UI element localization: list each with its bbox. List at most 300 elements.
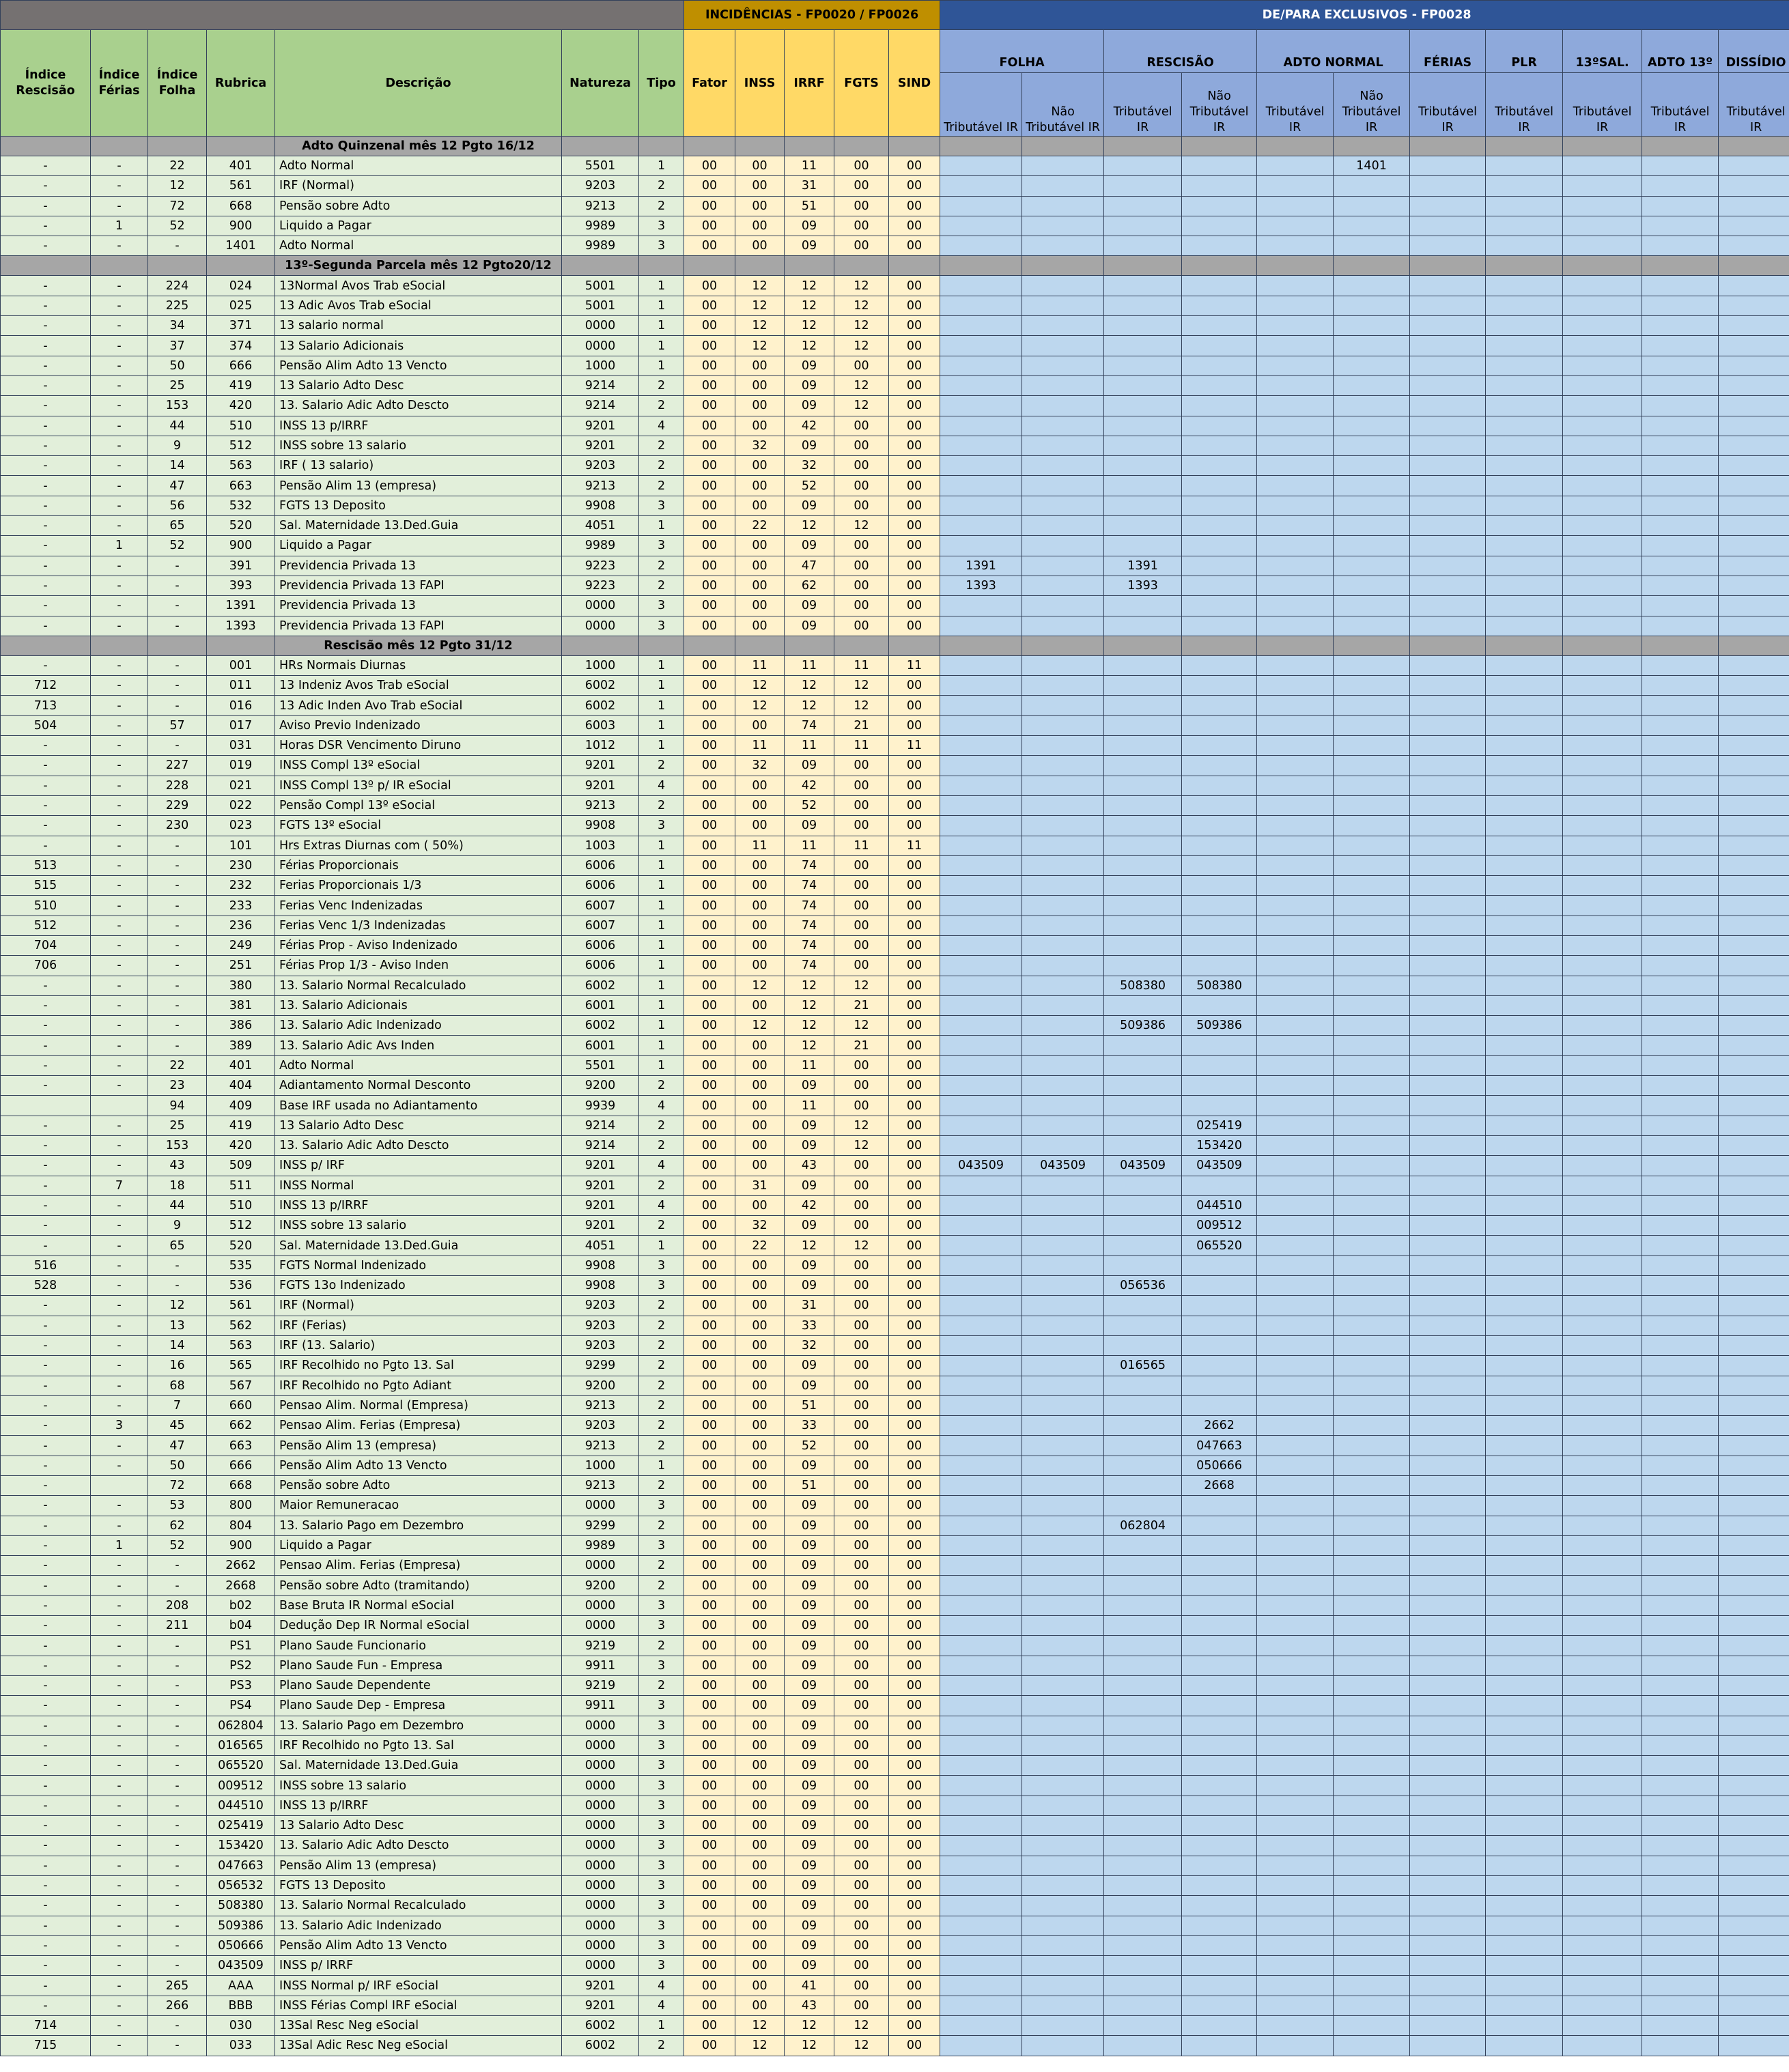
cell-plr-trib[interactable] (1486, 1316, 1563, 1335)
cell-dissidio-trib[interactable] (1719, 1296, 1789, 1316)
cell-adto-13-trib[interactable] (1642, 516, 1719, 536)
cell-rescisao-trib[interactable] (1104, 1335, 1182, 1355)
cell-sind[interactable]: 00 (889, 715, 940, 735)
cell-plr-trib[interactable] (1486, 296, 1563, 315)
cell-ferias-trib[interactable] (1410, 1016, 1486, 1036)
cell-folha-trib[interactable] (940, 1595, 1022, 1615)
cell-descricao[interactable]: Plano Saude Dep - Empresa (275, 1696, 562, 1716)
cell-adto-normal-nao-trib[interactable] (1334, 1816, 1410, 1836)
cell-rubrica[interactable]: PS4 (207, 1696, 275, 1716)
cell-adto-normal-trib[interactable] (1257, 396, 1334, 416)
cell-rescisao-nao-trib[interactable] (1182, 1395, 1257, 1415)
cell-adto-13-trib[interactable] (1642, 676, 1719, 696)
cell-fgts[interactable]: 00 (834, 216, 889, 236)
cell-irrf[interactable]: 74 (785, 956, 834, 976)
cell-dissidio-trib[interactable] (1719, 1756, 1789, 1776)
cell-indice-folha[interactable]: - (148, 1255, 207, 1275)
cell-indice-folha[interactable]: - (148, 1636, 207, 1656)
cell-adto-normal-trib[interactable] (1257, 1296, 1334, 1316)
cell-dissidio-trib[interactable] (1719, 896, 1789, 916)
cell-indice-ferias[interactable]: - (91, 1696, 148, 1716)
cell-fator[interactable]: 00 (684, 1996, 735, 2015)
cell-rescisao-nao-trib[interactable] (1182, 1096, 1257, 1116)
cell-natureza[interactable]: 9299 (562, 1516, 639, 1535)
cell-inss[interactable]: 00 (735, 456, 785, 476)
cell-indice-rescisao[interactable]: - (1, 576, 91, 595)
cell-plr-trib[interactable] (1486, 276, 1563, 296)
cell-descricao[interactable]: Adto Normal (275, 156, 562, 176)
cell-adto-13-trib[interactable] (1642, 1956, 1719, 1976)
cell-inss[interactable]: 00 (735, 1696, 785, 1716)
cell-descricao[interactable]: 13. Salario Pago em Dezembro (275, 1516, 562, 1535)
cell-indice-ferias[interactable]: - (91, 576, 148, 595)
cell-folha-nao-trib[interactable] (1022, 1516, 1104, 1535)
cell-indice-folha[interactable]: 224 (148, 276, 207, 296)
cell-adto-normal-trib[interactable] (1257, 1756, 1334, 1776)
cell-adto-normal-trib[interactable] (1257, 536, 1334, 556)
cell-indice-ferias[interactable]: - (91, 836, 148, 855)
cell-tipo[interactable]: 2 (639, 576, 684, 595)
cell-indice-folha[interactable]: 12 (148, 1296, 207, 1316)
cell-sind[interactable]: 00 (889, 456, 940, 476)
cell-ferias-trib[interactable] (1410, 1436, 1486, 1456)
cell-indice-rescisao[interactable]: - (1, 1616, 91, 1636)
cell-rubrica[interactable]: 800 (207, 1496, 275, 1516)
cell-rescisao-nao-trib[interactable] (1182, 1875, 1257, 1895)
cell-fator[interactable]: 00 (684, 1436, 735, 1456)
cell-dissidio-trib[interactable] (1719, 1616, 1789, 1636)
cell-rubrica[interactable]: 011 (207, 676, 275, 696)
cell-13sal-trib[interactable] (1563, 1016, 1642, 1036)
cell-natureza[interactable]: 0000 (562, 1836, 639, 1856)
cell-descricao[interactable]: 13. Salario Adic Indenizado (275, 1016, 562, 1036)
cell-dissidio-trib[interactable] (1719, 1836, 1789, 1856)
cell-fgts[interactable]: 12 (834, 296, 889, 315)
cell-natureza[interactable]: 9219 (562, 1636, 639, 1656)
cell-rescisao-trib[interactable] (1104, 416, 1182, 436)
cell-plr-trib[interactable] (1486, 795, 1563, 815)
cell-fgts[interactable]: 00 (834, 876, 889, 896)
cell-13sal-trib[interactable] (1563, 1116, 1642, 1135)
cell-dissidio-trib[interactable] (1719, 935, 1789, 955)
cell-fgts[interactable]: 00 (834, 1576, 889, 1595)
cell-ferias-trib[interactable] (1410, 1976, 1486, 1996)
cell-indice-ferias[interactable]: - (91, 375, 148, 395)
cell-indice-ferias[interactable]: - (91, 1595, 148, 1615)
cell-rescisao-nao-trib[interactable] (1182, 1496, 1257, 1516)
cell-tipo[interactable]: 2 (639, 476, 684, 496)
cell-folha-nao-trib[interactable] (1022, 396, 1104, 416)
cell-rubrica[interactable]: 419 (207, 1116, 275, 1135)
cell-tipo[interactable]: 1 (639, 356, 684, 375)
cell-fator[interactable]: 00 (684, 1236, 735, 1255)
cell-ferias-trib[interactable] (1410, 1135, 1486, 1155)
cell-fator[interactable]: 00 (684, 156, 735, 176)
cell-descricao[interactable]: Sal. Maternidade 13.Ded.Guia (275, 1756, 562, 1776)
cell-13sal-trib[interactable] (1563, 296, 1642, 315)
cell-indice-rescisao[interactable]: - (1, 476, 91, 496)
cell-natureza[interactable]: 6002 (562, 1016, 639, 1036)
cell-adto-13-trib[interactable] (1642, 1296, 1719, 1316)
cell-tipo[interactable]: 1 (639, 876, 684, 896)
cell-adto-normal-trib[interactable] (1257, 1716, 1334, 1735)
cell-natureza[interactable]: 9201 (562, 416, 639, 436)
cell-tipo[interactable]: 3 (639, 1956, 684, 1976)
cell-tipo[interactable]: 2 (639, 1376, 684, 1395)
cell-sind[interactable]: 00 (889, 1096, 940, 1116)
cell-natureza[interactable]: 9911 (562, 1656, 639, 1675)
cell-natureza[interactable]: 9214 (562, 396, 639, 416)
cell-fgts[interactable]: 00 (834, 476, 889, 496)
cell-fgts[interactable]: 00 (834, 1935, 889, 1955)
cell-tipo[interactable]: 3 (639, 1796, 684, 1815)
cell-rescisao-trib[interactable] (1104, 1796, 1182, 1815)
cell-natureza[interactable]: 9203 (562, 1335, 639, 1355)
cell-fgts[interactable]: 00 (834, 156, 889, 176)
cell-folha-trib[interactable] (940, 1036, 1022, 1055)
cell-rescisao-trib[interactable] (1104, 196, 1182, 216)
cell-indice-rescisao[interactable]: - (1, 1776, 91, 1796)
cell-rescisao-trib[interactable]: 043509 (1104, 1156, 1182, 1176)
cell-inss[interactable]: 00 (735, 896, 785, 916)
cell-adto-normal-trib[interactable] (1257, 1776, 1334, 1796)
cell-sind[interactable]: 00 (889, 1916, 940, 1935)
cell-sind[interactable]: 00 (889, 956, 940, 976)
cell-indice-ferias[interactable]: - (91, 596, 148, 616)
cell-irrf[interactable]: 32 (785, 456, 834, 476)
cell-rubrica[interactable]: 016565 (207, 1735, 275, 1755)
cell-sind[interactable]: 00 (889, 2036, 940, 2056)
cell-rescisao-nao-trib[interactable] (1182, 2036, 1257, 2056)
cell-inss[interactable]: 00 (735, 1576, 785, 1595)
cell-plr-trib[interactable] (1486, 216, 1563, 236)
cell-rescisao-nao-trib[interactable]: 047663 (1182, 1436, 1257, 1456)
cell-irrf[interactable]: 12 (785, 696, 834, 715)
cell-adto-13-trib[interactable] (1642, 1836, 1719, 1856)
cell-irrf[interactable]: 09 (785, 1595, 834, 1615)
cell-adto-normal-nao-trib[interactable] (1334, 1696, 1410, 1716)
cell-natureza[interactable]: 0000 (562, 1776, 639, 1796)
cell-fator[interactable]: 00 (684, 1135, 735, 1155)
cell-rescisao-trib[interactable]: 1393 (1104, 576, 1182, 595)
cell-indice-rescisao[interactable]: - (1, 276, 91, 296)
cell-dissidio-trib[interactable] (1719, 1576, 1789, 1595)
cell-adto-normal-nao-trib[interactable] (1334, 776, 1410, 795)
cell-folha-trib[interactable] (940, 156, 1022, 176)
cell-tipo[interactable]: 2 (639, 1436, 684, 1456)
cell-descricao[interactable]: 13 Adic Avos Trab eSocial (275, 296, 562, 315)
cell-13sal-trib[interactable] (1563, 736, 1642, 756)
cell-irrf[interactable]: 09 (785, 236, 834, 256)
cell-folha-nao-trib[interactable] (1022, 1675, 1104, 1695)
cell-indice-folha[interactable]: 25 (148, 375, 207, 395)
cell-plr-trib[interactable] (1486, 616, 1563, 636)
cell-indice-rescisao[interactable]: - (1, 1556, 91, 1576)
cell-indice-folha[interactable]: - (148, 1935, 207, 1955)
cell-rescisao-nao-trib[interactable] (1182, 1036, 1257, 1055)
cell-folha-trib[interactable] (940, 756, 1022, 776)
cell-ferias-trib[interactable] (1410, 1316, 1486, 1335)
cell-natureza[interactable]: 9201 (562, 1176, 639, 1195)
cell-rescisao-nao-trib[interactable] (1182, 655, 1257, 675)
cell-rubrica[interactable]: 900 (207, 1535, 275, 1555)
cell-inss[interactable]: 00 (735, 1055, 785, 1075)
cell-indice-ferias[interactable]: - (91, 1135, 148, 1155)
cell-indice-ferias[interactable]: - (91, 1116, 148, 1135)
cell-indice-rescisao[interactable]: - (1, 1756, 91, 1776)
cell-dissidio-trib[interactable] (1719, 276, 1789, 296)
cell-plr-trib[interactable] (1486, 1636, 1563, 1656)
cell-13sal-trib[interactable] (1563, 1836, 1642, 1856)
cell-plr-trib[interactable] (1486, 496, 1563, 515)
cell-sind[interactable]: 00 (889, 855, 940, 875)
cell-rescisao-nao-trib[interactable] (1182, 1556, 1257, 1576)
cell-folha-trib[interactable] (940, 1796, 1022, 1815)
cell-indice-folha[interactable]: 65 (148, 516, 207, 536)
cell-adto-normal-trib[interactable] (1257, 576, 1334, 595)
cell-indice-folha[interactable]: 94 (148, 1096, 207, 1116)
cell-folha-trib[interactable] (940, 1076, 1022, 1096)
cell-indice-folha[interactable]: 14 (148, 1335, 207, 1355)
cell-13sal-trib[interactable] (1563, 1816, 1642, 1836)
cell-indice-rescisao[interactable]: - (1, 596, 91, 616)
cell-plr-trib[interactable] (1486, 1376, 1563, 1395)
cell-rescisao-nao-trib[interactable] (1182, 1276, 1257, 1296)
cell-adto-normal-nao-trib[interactable] (1334, 1735, 1410, 1755)
cell-rescisao-trib[interactable] (1104, 956, 1182, 976)
cell-dissidio-trib[interactable] (1719, 1556, 1789, 1576)
cell-natureza[interactable]: 9989 (562, 1535, 639, 1555)
cell-descricao[interactable]: 13. Salario Adic Adto Descto (275, 1135, 562, 1155)
cell-indice-rescisao[interactable]: - (1, 216, 91, 236)
cell-irrf[interactable]: 12 (785, 516, 834, 536)
cell-plr-trib[interactable] (1486, 516, 1563, 536)
cell-13sal-trib[interactable] (1563, 1395, 1642, 1415)
cell-irrf[interactable]: 11 (785, 836, 834, 855)
cell-fator[interactable]: 00 (684, 795, 735, 815)
cell-adto-normal-trib[interactable] (1257, 956, 1334, 976)
cell-descricao[interactable]: 13. Salario Normal Recalculado (275, 976, 562, 995)
cell-rescisao-trib[interactable] (1104, 356, 1182, 375)
cell-adto-normal-nao-trib[interactable] (1334, 296, 1410, 315)
cell-folha-trib[interactable] (940, 396, 1022, 416)
cell-folha-nao-trib[interactable] (1022, 356, 1104, 375)
cell-irrf[interactable]: 09 (785, 1896, 834, 1916)
cell-rescisao-trib[interactable] (1104, 676, 1182, 696)
cell-indice-folha[interactable]: - (148, 1776, 207, 1796)
cell-irrf[interactable]: 47 (785, 556, 834, 576)
cell-plr-trib[interactable] (1486, 1436, 1563, 1456)
cell-rescisao-nao-trib[interactable] (1182, 1696, 1257, 1716)
cell-fator[interactable]: 00 (684, 1656, 735, 1675)
cell-descricao[interactable]: 13. Salario Adic Adto Descto (275, 396, 562, 416)
cell-irrf[interactable]: 12 (785, 2016, 834, 2036)
cell-indice-rescisao[interactable]: - (1, 1976, 91, 1996)
cell-folha-trib[interactable] (940, 976, 1022, 995)
cell-inss[interactable]: 00 (735, 476, 785, 496)
cell-ferias-trib[interactable] (1410, 1276, 1486, 1296)
cell-adto-13-trib[interactable] (1642, 655, 1719, 675)
cell-tipo[interactable]: 4 (639, 416, 684, 436)
cell-indice-rescisao[interactable]: - (1, 1076, 91, 1096)
cell-adto-normal-nao-trib[interactable] (1334, 1756, 1410, 1776)
cell-tipo[interactable]: 3 (639, 1496, 684, 1516)
cell-rubrica[interactable]: 043509 (207, 1956, 275, 1976)
cell-rescisao-nao-trib[interactable] (1182, 416, 1257, 436)
cell-adto-normal-trib[interactable] (1257, 2016, 1334, 2036)
cell-irrf[interactable]: 09 (785, 596, 834, 616)
cell-rescisao-nao-trib[interactable] (1182, 1316, 1257, 1335)
cell-13sal-trib[interactable] (1563, 276, 1642, 296)
cell-plr-trib[interactable] (1486, 236, 1563, 256)
cell-fator[interactable]: 00 (684, 736, 735, 756)
cell-fator[interactable]: 00 (684, 1476, 735, 1496)
cell-indice-rescisao[interactable]: - (1, 196, 91, 216)
cell-adto-13-trib[interactable] (1642, 1335, 1719, 1355)
cell-fgts[interactable]: 12 (834, 676, 889, 696)
cell-indice-folha[interactable]: - (148, 1576, 207, 1595)
cell-dissidio-trib[interactable] (1719, 1656, 1789, 1675)
cell-indice-ferias[interactable]: - (91, 1076, 148, 1096)
cell-indice-rescisao[interactable]: - (1, 436, 91, 455)
cell-irrf[interactable]: 09 (785, 1356, 834, 1376)
cell-folha-nao-trib[interactable] (1022, 1535, 1104, 1555)
cell-adto-normal-nao-trib[interactable] (1334, 1496, 1410, 1516)
cell-plr-trib[interactable] (1486, 436, 1563, 455)
cell-indice-folha[interactable]: 14 (148, 456, 207, 476)
cell-13sal-trib[interactable] (1563, 2036, 1642, 2056)
cell-sind[interactable]: 00 (889, 1756, 940, 1776)
cell-inss[interactable]: 00 (735, 196, 785, 216)
cell-indice-ferias[interactable]: - (91, 976, 148, 995)
cell-13sal-trib[interactable] (1563, 596, 1642, 616)
cell-folha-nao-trib[interactable] (1022, 1696, 1104, 1716)
cell-adto-13-trib[interactable] (1642, 276, 1719, 296)
cell-fator[interactable]: 00 (684, 396, 735, 416)
cell-13sal-trib[interactable] (1563, 536, 1642, 556)
cell-natureza[interactable]: 6002 (562, 676, 639, 696)
cell-indice-ferias[interactable]: - (91, 795, 148, 815)
cell-irrf[interactable]: 09 (785, 1735, 834, 1755)
cell-indice-folha[interactable]: 53 (148, 1496, 207, 1516)
cell-rescisao-trib[interactable] (1104, 496, 1182, 515)
cell-rubrica[interactable]: 563 (207, 456, 275, 476)
cell-indice-folha[interactable]: 57 (148, 715, 207, 735)
cell-plr-trib[interactable] (1486, 855, 1563, 875)
cell-natureza[interactable]: 6002 (562, 976, 639, 995)
cell-rescisao-trib[interactable] (1104, 1656, 1182, 1675)
cell-indice-ferias[interactable]: - (91, 1335, 148, 1355)
cell-rescisao-nao-trib[interactable] (1182, 995, 1257, 1015)
cell-indice-ferias[interactable]: - (91, 476, 148, 496)
cell-folha-nao-trib[interactable] (1022, 1716, 1104, 1735)
cell-descricao[interactable]: INSS Compl 13º p/ IR eSocial (275, 776, 562, 795)
cell-indice-ferias[interactable]: - (91, 1616, 148, 1636)
cell-tipo[interactable]: 2 (639, 556, 684, 576)
cell-rescisao-trib[interactable] (1104, 935, 1182, 955)
cell-inss[interactable]: 00 (735, 1675, 785, 1695)
cell-dissidio-trib[interactable] (1719, 1255, 1789, 1275)
cell-indice-folha[interactable]: - (148, 1836, 207, 1856)
cell-tipo[interactable]: 3 (639, 1255, 684, 1275)
cell-rescisao-nao-trib[interactable] (1182, 276, 1257, 296)
cell-rescisao-nao-trib[interactable] (1182, 396, 1257, 416)
cell-adto-normal-trib[interactable] (1257, 316, 1334, 336)
col-header-natureza[interactable]: Natureza (562, 30, 639, 137)
cell-irrf[interactable]: 11 (785, 156, 834, 176)
cell-rescisao-nao-trib[interactable] (1182, 1535, 1257, 1555)
cell-inss[interactable]: 00 (735, 236, 785, 256)
cell-adto-normal-trib[interactable] (1257, 1875, 1334, 1895)
cell-sind[interactable]: 00 (889, 375, 940, 395)
cell-indice-folha[interactable]: - (148, 616, 207, 636)
cell-indice-ferias[interactable]: - (91, 896, 148, 916)
cell-irrf[interactable]: 74 (785, 896, 834, 916)
cell-rescisao-nao-trib[interactable] (1182, 756, 1257, 776)
cell-folha-trib[interactable] (940, 1756, 1022, 1776)
cell-folha-trib[interactable]: 043509 (940, 1156, 1022, 1176)
cell-adto-normal-trib[interactable] (1257, 596, 1334, 616)
cell-inss[interactable]: 32 (735, 756, 785, 776)
cell-indice-ferias[interactable]: - (91, 1016, 148, 1036)
cell-13sal-trib[interactable] (1563, 855, 1642, 875)
cell-sind[interactable]: 00 (889, 1376, 940, 1395)
cell-adto-normal-nao-trib[interactable] (1334, 795, 1410, 815)
cell-folha-trib[interactable] (940, 1576, 1022, 1595)
cell-indice-rescisao[interactable]: - (1, 1996, 91, 2015)
cell-irrf[interactable]: 09 (785, 756, 834, 776)
cell-indice-ferias[interactable]: - (91, 816, 148, 836)
cell-folha-trib[interactable] (940, 1716, 1022, 1735)
cell-plr-trib[interactable] (1486, 1135, 1563, 1155)
cell-natureza[interactable]: 6006 (562, 876, 639, 896)
cell-adto-normal-nao-trib[interactable]: 1401 (1334, 156, 1410, 176)
cell-indice-folha[interactable]: 72 (148, 196, 207, 216)
cell-folha-trib[interactable] (940, 196, 1022, 216)
cell-indice-folha[interactable]: 47 (148, 476, 207, 496)
cell-folha-trib[interactable] (940, 536, 1022, 556)
cell-ferias-trib[interactable] (1410, 556, 1486, 576)
cell-rescisao-nao-trib[interactable] (1182, 516, 1257, 536)
cell-plr-trib[interactable] (1486, 1996, 1563, 2015)
cell-natureza[interactable]: 1000 (562, 1456, 639, 1475)
cell-natureza[interactable]: 0000 (562, 1735, 639, 1755)
cell-folha-trib[interactable] (940, 1856, 1022, 1875)
cell-adto-normal-trib[interactable] (1257, 1176, 1334, 1195)
cell-plr-trib[interactable] (1486, 1756, 1563, 1776)
cell-ferias-trib[interactable] (1410, 1696, 1486, 1716)
cell-irrf[interactable]: 09 (785, 436, 834, 455)
cell-fgts[interactable]: 00 (834, 956, 889, 976)
cell-indice-ferias[interactable]: - (91, 1316, 148, 1335)
cell-rubrica[interactable]: 512 (207, 1216, 275, 1236)
cell-fator[interactable]: 00 (684, 616, 735, 636)
cell-descricao[interactable]: Dedução Dep IR Normal eSocial (275, 1616, 562, 1636)
cell-adto-normal-trib[interactable] (1257, 336, 1334, 356)
cell-sind[interactable]: 00 (889, 696, 940, 715)
cell-adto-normal-trib[interactable] (1257, 2036, 1334, 2056)
cell-descricao[interactable]: 13. Salario Adic Adto Descto (275, 1836, 562, 1856)
cell-adto-normal-nao-trib[interactable] (1334, 1796, 1410, 1815)
cell-adto-normal-trib[interactable] (1257, 1376, 1334, 1395)
cell-ferias-trib[interactable] (1410, 1116, 1486, 1135)
cell-inss[interactable]: 00 (735, 1195, 785, 1215)
cell-adto-normal-nao-trib[interactable] (1334, 236, 1410, 256)
cell-plr-trib[interactable] (1486, 556, 1563, 576)
cell-natureza[interactable]: 9299 (562, 1356, 639, 1376)
cell-fator[interactable]: 00 (684, 416, 735, 436)
cell-rescisao-nao-trib[interactable] (1182, 736, 1257, 756)
